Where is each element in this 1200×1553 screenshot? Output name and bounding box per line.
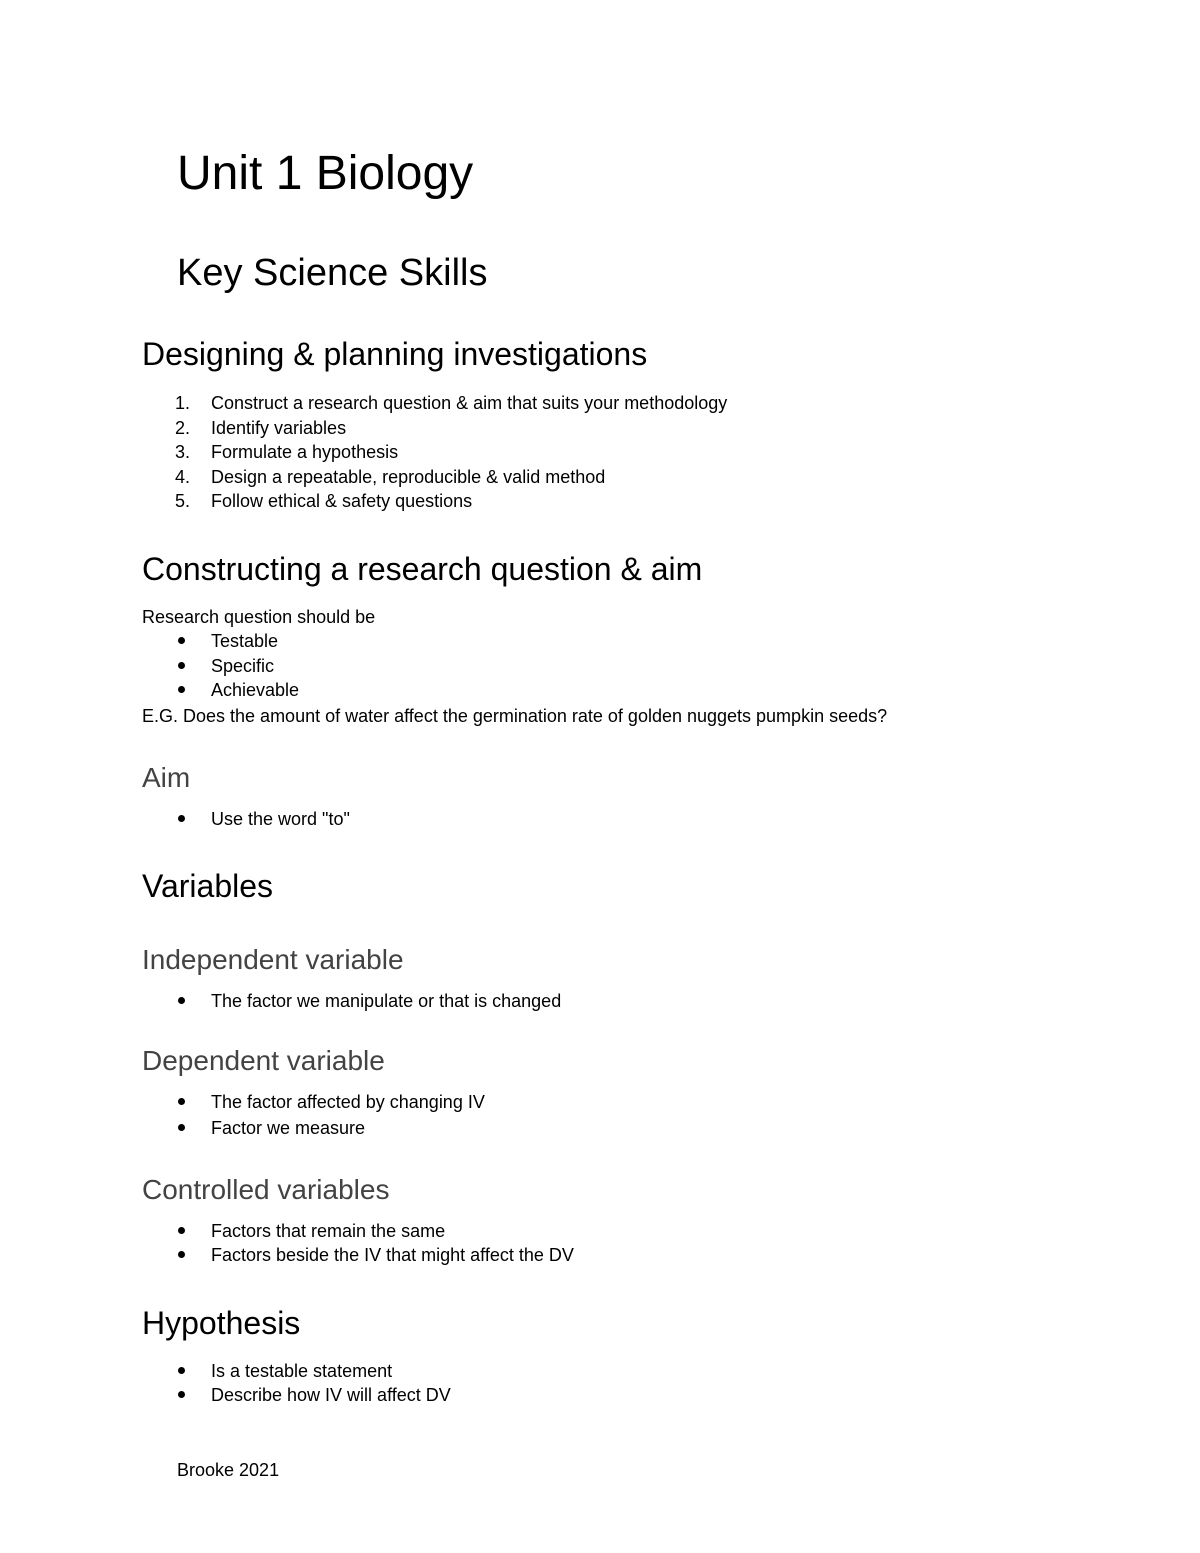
bullet-icon [178,1367,185,1374]
bullet-icon [178,1251,185,1258]
footer-text: Brooke 2021 [177,1460,280,1480]
list-item: Design a repeatable, reproducible & valid method [211,467,606,487]
list-marker-2: 2. [174,418,190,438]
heading-constructing: Constructing a research question & aim [142,551,703,587]
list-item: Factors that remain the same [211,1221,446,1241]
list-item: Achievable [211,680,300,700]
heading-controlled-variables: Controlled variables [142,1174,390,1205]
bullet-icon [178,662,185,669]
document-subtitle: Key Science Skills [177,252,488,294]
heading-aim: Aim [142,762,191,793]
example-text: E.G. Does the amount of water affect the germination rate of golden nuggets pumpkin seeds? [142,706,888,726]
list-item: Construct a research question & aim that suits your methodology [211,393,728,413]
list-item: Follow ethical & safety questions [211,491,473,511]
list-item: The factor we manipulate or that is changed [211,991,562,1011]
list-item: Formulate a hypothesis [211,442,399,462]
bullet-icon [178,1391,185,1398]
list-item: Identify variables [211,418,347,438]
list-item: Factor we measure [211,1118,366,1138]
list-item: Factors beside the IV that might affect the DV [211,1245,574,1265]
bullet-icon [178,1098,185,1105]
bullet-icon [178,997,185,1004]
heading-hypothesis: Hypothesis [142,1305,301,1341]
bullet-icon [178,637,185,644]
heading-independent-variable: Independent variable [142,944,404,975]
heading-designing: Designing & planning investigations [142,336,648,372]
bullet-icon [178,815,185,822]
list-item: Describe how IV will affect DV [211,1385,451,1405]
bullet-icon [178,1124,185,1131]
heading-variables: Variables [142,868,274,904]
list-item: Testable [211,631,279,651]
research-question-intro: Research question should be [142,607,376,627]
list-marker-1: 1. [174,393,190,413]
bullet-icon [178,1227,185,1234]
list-item: Use the word "to" [211,809,350,829]
list-item: Is a testable statement [211,1361,393,1381]
list-item: Specific [211,656,275,676]
list-marker-4: 4. [174,467,190,487]
list-item: The factor affected by changing IV [211,1092,485,1112]
document-title: Unit 1 Biology [177,147,474,200]
list-marker-5: 5. [174,491,190,511]
bullet-icon [178,686,185,693]
list-marker-3: 3. [174,442,190,462]
heading-dependent-variable: Dependent variable [142,1045,385,1076]
